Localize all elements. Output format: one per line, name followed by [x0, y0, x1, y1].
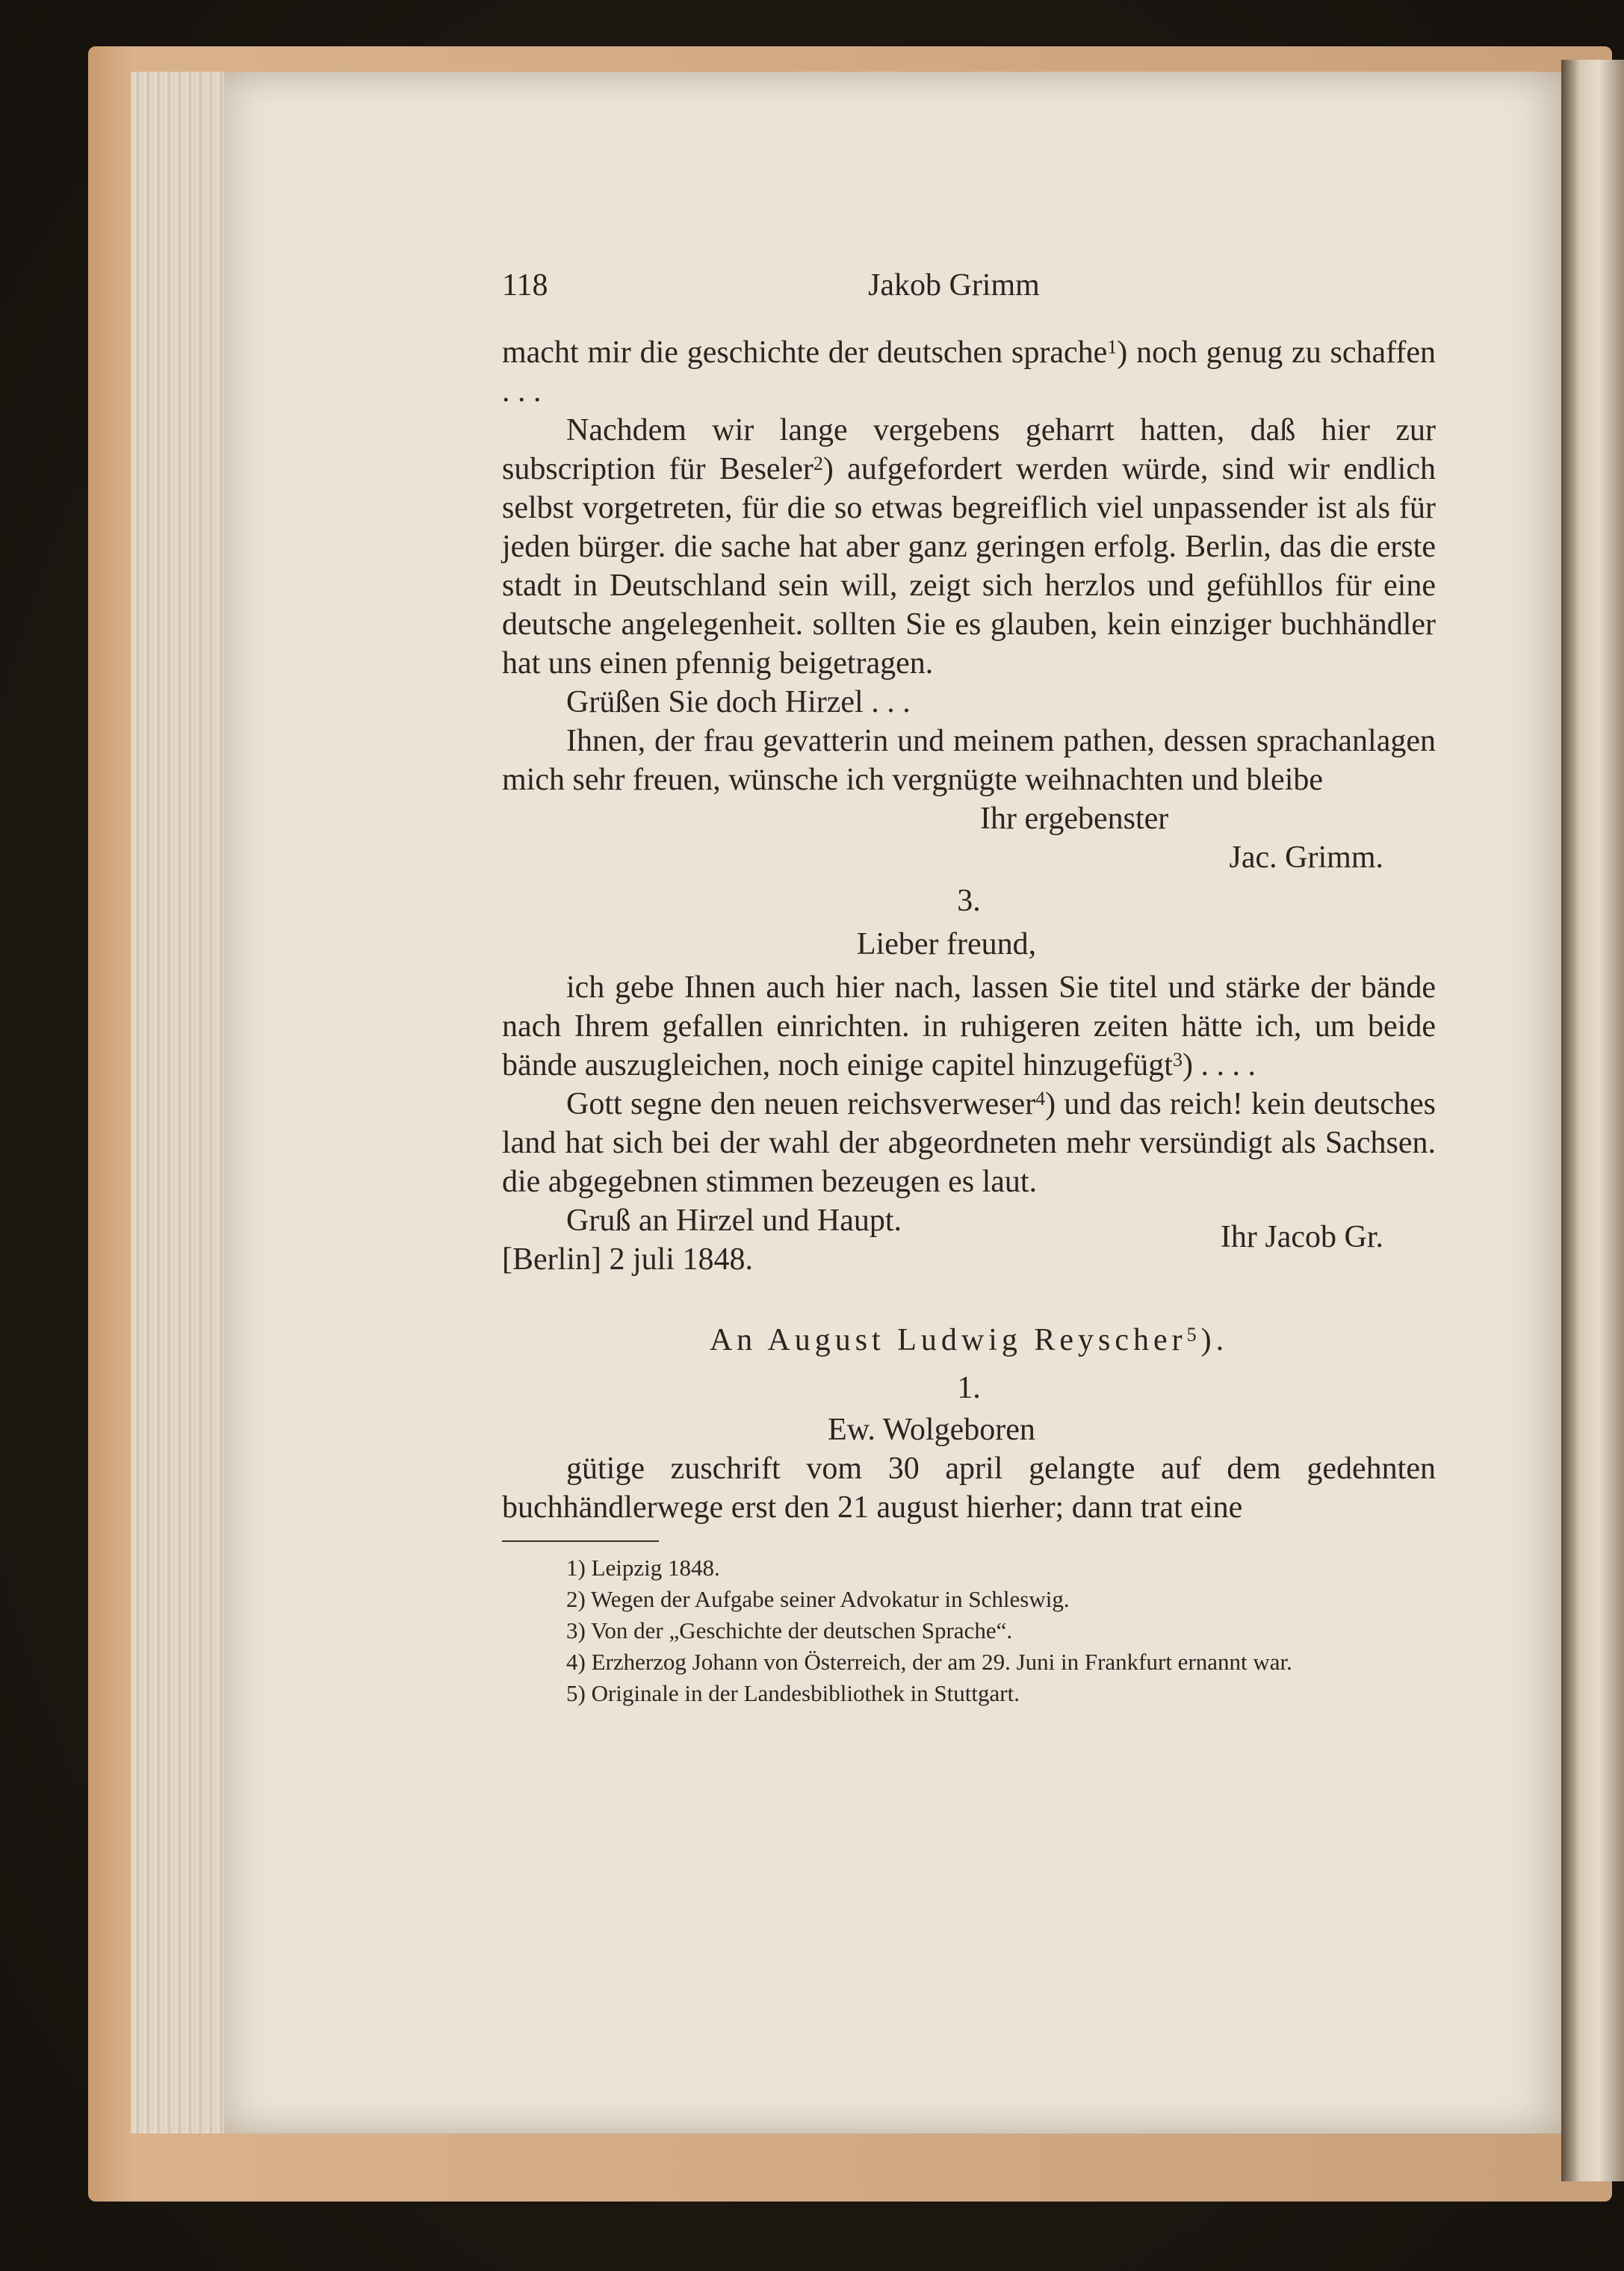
- footnote-1: 1) Leipzig 1848.: [566, 1555, 720, 1581]
- letter2-p2-text-end: ) aufgefordert werden würde, sind wir endlich selbst vorgetreten, für die so etwas begreiflich viel unpassender ist als für jeden bürger. die sache hat aber ganz geringen erfolg. Berlin, das die erste stadt in Deutschland sein will, zeigt sich herzlos und gefühllos für eine deutsche angelegenheit. sollten Sie es glauben, kein einziger buchhändler hat uns einen pfennig beigetragen.: [502, 452, 1436, 681]
- letter3-p2-text-end: ) und das reich! kein deutsches land hat sich bei der wahl der abgeordneten mehr versündigt als Sachsen. die abgegebnen stimmen bezeugen es laut.: [502, 1087, 1436, 1199]
- footnote-ref-4: 4: [1035, 1088, 1046, 1109]
- page-body: [502, 333, 1436, 1709]
- footnotes: [502, 1552, 1436, 1709]
- section-title: [502, 1321, 1436, 1360]
- letter2-paragraph-3: Grüßen Sie doch Hirzel . . .: [566, 685, 911, 719]
- section-title-text: An August Ludwig Reyscher: [709, 1323, 1187, 1357]
- book-gutter: [1561, 60, 1624, 2181]
- letter3-paragraph-2: [502, 1085, 1436, 1201]
- footnote-2: 2) Wegen der Aufgabe seiner Advokatur in Schleswig.: [566, 1586, 1070, 1612]
- letter2-paragraph-2: [502, 411, 1436, 683]
- letter3-p1-text-end: ) . . . .: [1182, 1048, 1256, 1082]
- footnote-ref-3: 3: [1172, 1049, 1183, 1071]
- footnote-5: 5) Originale in der Landesbibliothek in Stuttgart.: [566, 1680, 1020, 1706]
- section-salutation: Ew. Wolgeboren: [828, 1413, 1035, 1447]
- page-number: 118: [502, 268, 548, 303]
- letter3-salutation: Lieber freund,: [856, 927, 1037, 961]
- letter3-p1-text: ich gebe Ihnen auch hier nach, lassen Sie titel und stärke der bände nach Ihrem gefallen einrichten. in ruhigeren zeiten hätte ich, um beide bände auszugleichen, noch einige capitel hinzugefügt: [502, 970, 1436, 1082]
- footnote-ref-2: 2: [813, 453, 823, 474]
- letter2-paragraph-4: Ihnen, der frau gevatterin und meinem pathen, dessen sprachanlagen mich sehr freuen, wünsche ich vergnügte weihnachten und bleibe: [502, 724, 1436, 797]
- letter2-closing: Ihr ergebenster: [980, 802, 1169, 836]
- section-title-end: ).: [1200, 1323, 1229, 1357]
- footnote-ref-1: 1: [1107, 336, 1118, 358]
- footnote-ref-5: 5: [1186, 1324, 1201, 1345]
- letter2-p2-text: Nachdem wir lange vergebens geharrt hatten, daß hier zur subscription für Beseler: [502, 413, 1436, 486]
- section-paragraph-1: gütige zuschrift vom 30 april gelangte auf dem gedehnten buchhändlerwege erst den 21 august hierher; dann trat eine: [502, 1451, 1436, 1525]
- running-title: Jakob Grimm: [868, 268, 1040, 303]
- letter2-p1-text: macht mir die geschichte der deutschen sprache: [502, 335, 1108, 370]
- letter3-number: 3.: [957, 884, 981, 918]
- letter3-p2-text: Gott segne den neuen reichsverweser: [566, 1087, 1036, 1121]
- letter3-greeting-line: [502, 1201, 1436, 1254]
- footnote-4: 4) Erzherzog Johann von Österreich, der am 29. Juni in Frankfurt ernannt war.: [566, 1649, 1292, 1675]
- letter2-signature: Jac. Grimm.: [1229, 840, 1383, 875]
- footnote-3: 3) Von der „Geschichte der deutschen Sprache“.: [566, 1617, 1013, 1643]
- letter2-p1-text-end: ) noch genug zu schaffen . . .: [502, 335, 1436, 409]
- section-number: 1.: [957, 1371, 981, 1405]
- letter2-paragraph-1: [502, 333, 1436, 411]
- letter3-date: [Berlin] 2 juli 1848.: [502, 1242, 753, 1277]
- footnote-rule: [502, 1540, 659, 1542]
- letter3-signature: Ihr Jacob Gr.: [1220, 1220, 1383, 1254]
- letter3-greeting: Gruß an Hirzel und Haupt.: [566, 1203, 902, 1238]
- letter3-paragraph-1: [502, 968, 1436, 1085]
